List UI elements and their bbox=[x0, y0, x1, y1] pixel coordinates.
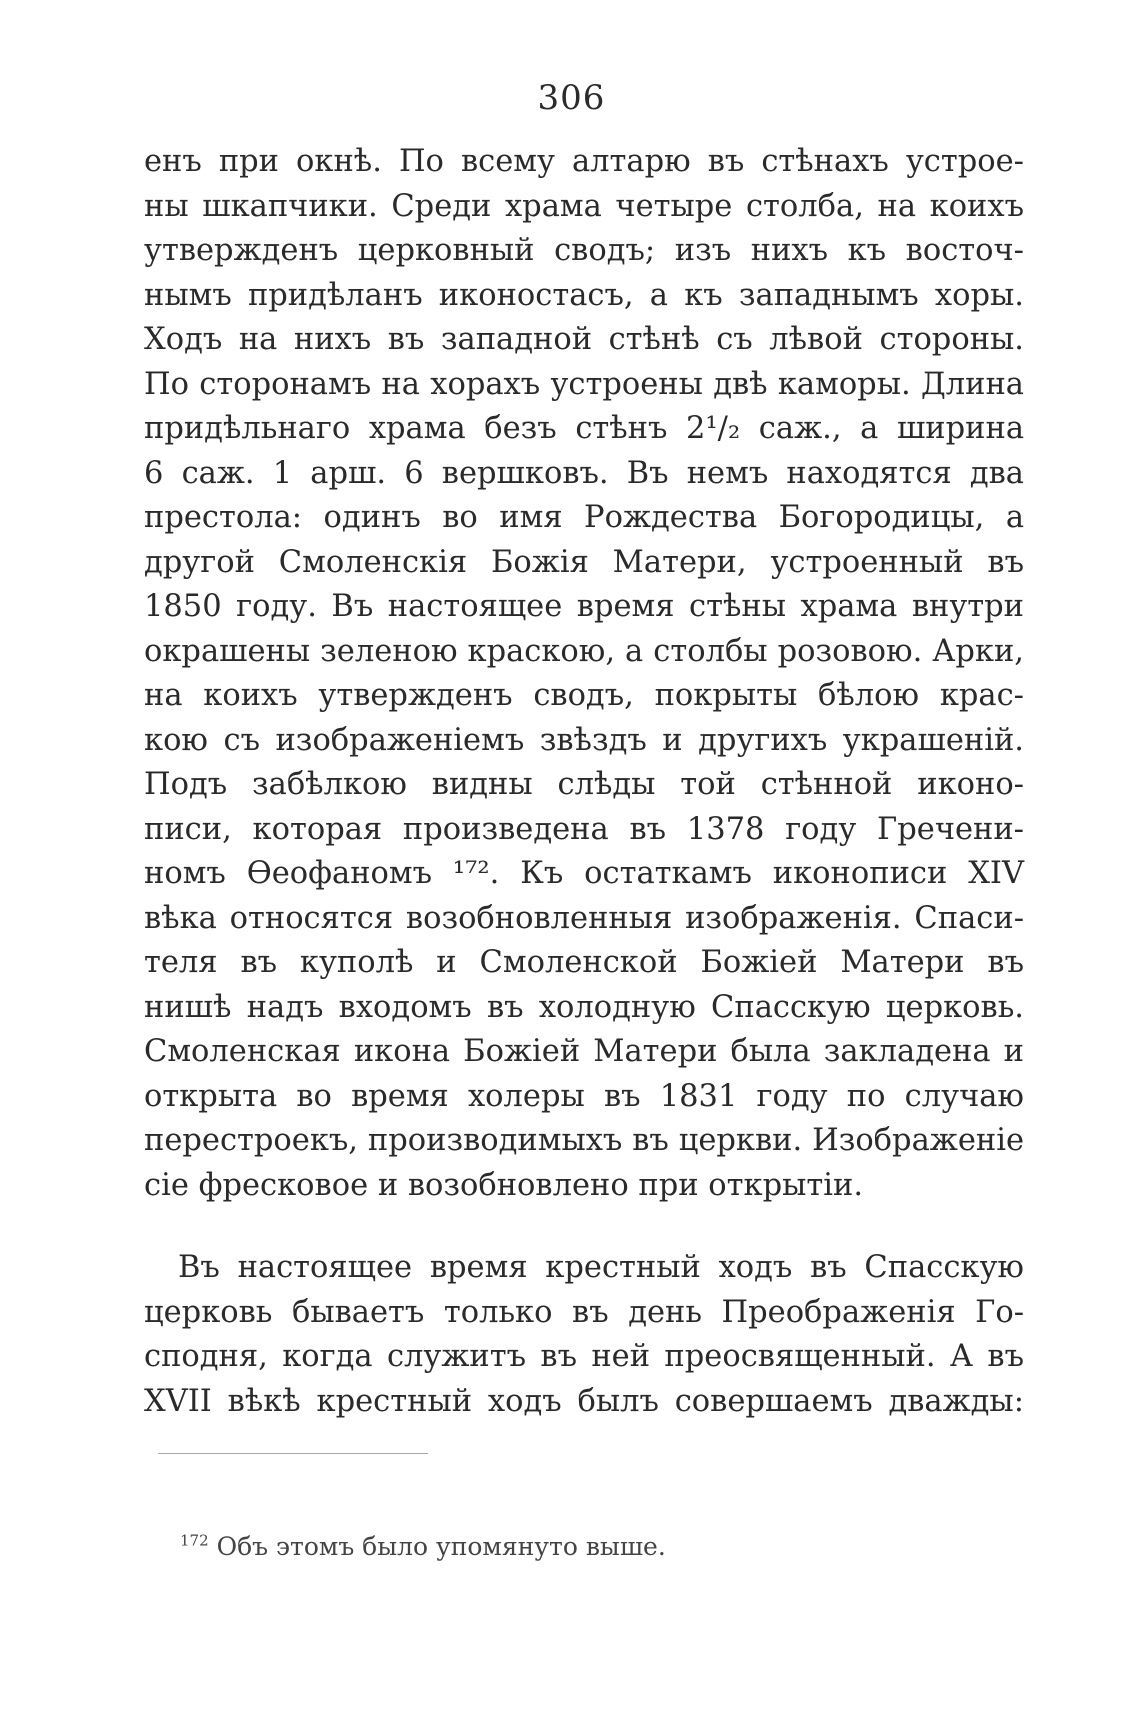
paragraph-spacer bbox=[144, 1208, 1024, 1246]
text-line: сіе фресковое и возобновлено при открытіи. bbox=[144, 1167, 864, 1203]
text-line: нишѣ надъ входомъ въ холодную Спасскую церковь. bbox=[144, 989, 1024, 1025]
text-line: теля въ куполѣ и Смоленской Божіей Матери въ bbox=[144, 945, 1024, 980]
text-line: церковь бываетъ только въ день Преображенія Го- bbox=[144, 1294, 1024, 1330]
text-line: Подъ забѣлкою видны слѣды той стѣнной иконо- bbox=[144, 767, 1024, 802]
footnote-text: Объ этомъ было упомянуто выше. bbox=[216, 1532, 666, 1561]
text-line: По сторонамъ на хорахъ устроены двѣ каморы. Длина bbox=[144, 366, 1024, 402]
text-line: 6 саж. 1 арш. 6 вершковъ. Въ немъ находятся два bbox=[144, 455, 1024, 491]
text-line: придѣльнаго храма безъ стѣнъ 2¹/₂ саж., а ширина bbox=[144, 411, 1024, 446]
text-line: енъ при окнѣ. По всему алтарю въ стѣнахъ устрое- bbox=[144, 144, 1024, 179]
body-text bbox=[144, 140, 1024, 1424]
text-line: престола: одинъ во имя Рождества Богородицы, а bbox=[144, 500, 1024, 535]
text-line: Смоленская икона Божіей Матери была закладена и bbox=[144, 1034, 1024, 1069]
text-line: ны шкапчики. Среди храма четыре столба, на коихъ bbox=[144, 188, 1024, 224]
text-line: вѣка относятся возобновленныя изображенія. Спаси- bbox=[144, 900, 1024, 936]
text-line: писи, которая произведена въ 1378 году Гречени- bbox=[144, 811, 1024, 847]
text-line: Ходъ на нихъ въ западной стѣнѣ съ лѣвой стороны. bbox=[144, 322, 1024, 357]
text-line: Въ настоящее время крестный ходъ въ Спасскую bbox=[178, 1250, 1024, 1285]
text-line: XVII вѣкѣ крестный ходъ былъ совершаемъ дважды: bbox=[144, 1383, 1024, 1419]
text-line: перестроекъ, производимыхъ въ церкви. Изображеніе bbox=[144, 1123, 1024, 1158]
text-line: сподня, когда служитъ въ ней преосвященный. А въ bbox=[144, 1339, 1024, 1374]
page-number: 306 bbox=[537, 78, 606, 118]
text-line: окрашены зеленою краскою, а столбы розовою. Арки, bbox=[144, 633, 1024, 669]
text-line-with-footnote-ref: номъ Ѳеофаномъ ¹⁷². Къ остаткамъ иконописи XIV bbox=[144, 856, 1024, 891]
text-line: нымъ придѣланъ иконостасъ, а къ западнымъ хоры. bbox=[144, 277, 1024, 313]
footnote-divider bbox=[158, 1453, 428, 1454]
paragraph-2 bbox=[144, 1246, 1024, 1424]
paragraph-1 bbox=[144, 140, 1024, 1208]
text-line: открыта во время холеры въ 1831 году по случаю bbox=[144, 1078, 1024, 1114]
footnote-number: 172 bbox=[180, 1531, 209, 1550]
text-line: 1850 году. Въ настоящее время стѣны храма внутри bbox=[144, 589, 1024, 624]
text-line: другой Смоленскія Божія Матери, устроенный въ bbox=[144, 544, 1024, 580]
text-line: кою съ изображеніемъ звѣздъ и другихъ украшеній. bbox=[144, 722, 1024, 758]
footnote bbox=[180, 1532, 666, 1561]
text-line: на коихъ утвержденъ сводъ, покрыты бѣлою крас- bbox=[144, 678, 1024, 713]
text-line: утвержденъ церковный сводъ; изъ нихъ къ восточ- bbox=[144, 233, 1024, 268]
